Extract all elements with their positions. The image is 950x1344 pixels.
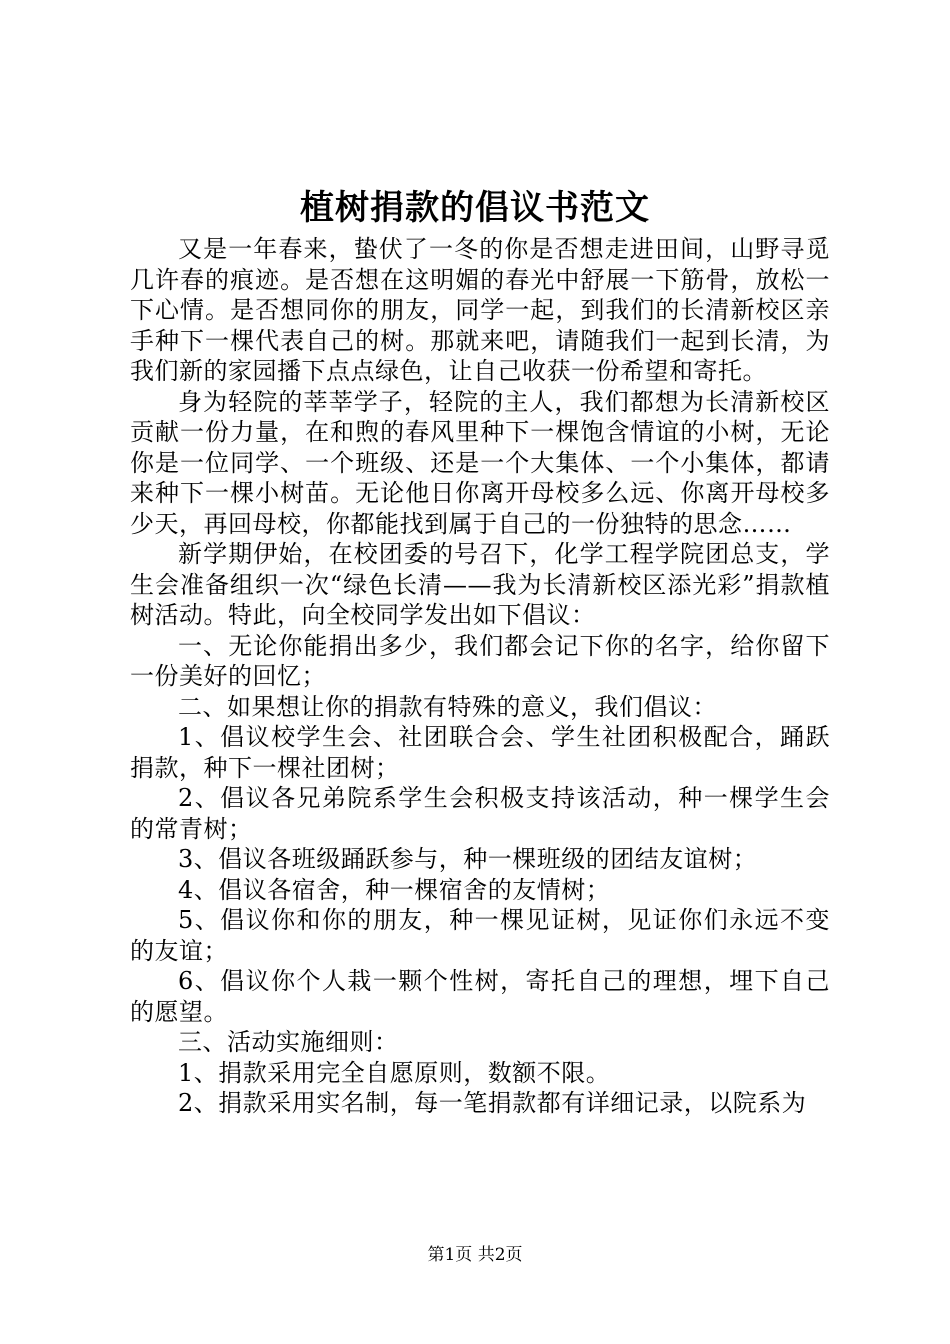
paragraph-1: 又是一年春来，蛰伏了一冬的你是否想走进田间，山野寻觅几许春的痕迹。是否想在这明媚的春光中舒展一下筋骨，放松一下心情。是否想同你的朋友，同学一起，到我们的长清新校区亲手种下一棵代表自己的树。那就来吧，请随我们一起到长清，为我们新的家园播下点点绿色，让自己收获一份希望和寄托。 [130, 235, 830, 385]
paragraph-14: 2、捐款采用实名制，每一笔捐款都有详细记录，以院系为 [178, 1089, 807, 1117]
paragraph-9: 4、倡议各宿舍，种一棵宿舍的友情树； [178, 875, 611, 904]
paragraph-5: 二、如果想让你的捐款有特殊的意义，我们倡议： [178, 692, 717, 721]
paragraph-4: 一、无论你能捐出多少，我们都会记下你的名字，给你留下一份美好的回忆； [130, 631, 830, 690]
paragraph-8: 3、倡议各班级踊跃参与，种一棵班级的团结友谊树； [178, 845, 758, 873]
paragraph-2: 身为轻院的莘莘学子，轻院的主人，我们都想为长清新校区贡献一份力量，在和煦的春风里种下一棵饱含情谊的小树，无论你是一位同学、一个班级、还是一个大集体、一个小集体，都请来种下一棵小树苗。无论他日你离开母校多么远、你离开母校多少天，再回母校，你都能找到属于自己的一份独特的思念…… [130, 387, 830, 538]
paragraph-12: 三、活动实施细则： [178, 1028, 399, 1056]
document-title: 植树捐款的倡议书范文 [300, 188, 650, 228]
page-number-footer: 第1页 共2页 [427, 1245, 523, 1265]
paragraph-6: 1、倡议校学生会、社团联合会、学生社团积极配合，踊跃捐款，种下一棵社团树； [130, 723, 830, 782]
paragraph-13: 1、捐款采用完全自愿原则，数额不限。 [178, 1058, 611, 1087]
paragraph-3: 新学期伊始，在校团委的号召下，化学工程学院团总支，学生会准备组织一次“绿色长清——我为长清新校区添光彩”捐款植树活动。特此，向全校同学发出如下倡议： [130, 540, 830, 629]
document-body [130, 234, 830, 1119]
paragraph-11: 6、倡议你个人栽一颗个性树，寄托自己的理想，埋下自己的愿望。 [130, 967, 830, 1026]
paragraph-7: 2、倡议各兄弟院系学生会积极支持该活动，种一棵学生会的常青树； [130, 784, 830, 843]
paragraph-10: 5、倡议你和你的朋友，种一棵见证树，见证你们永远不变的友谊； [130, 906, 830, 965]
